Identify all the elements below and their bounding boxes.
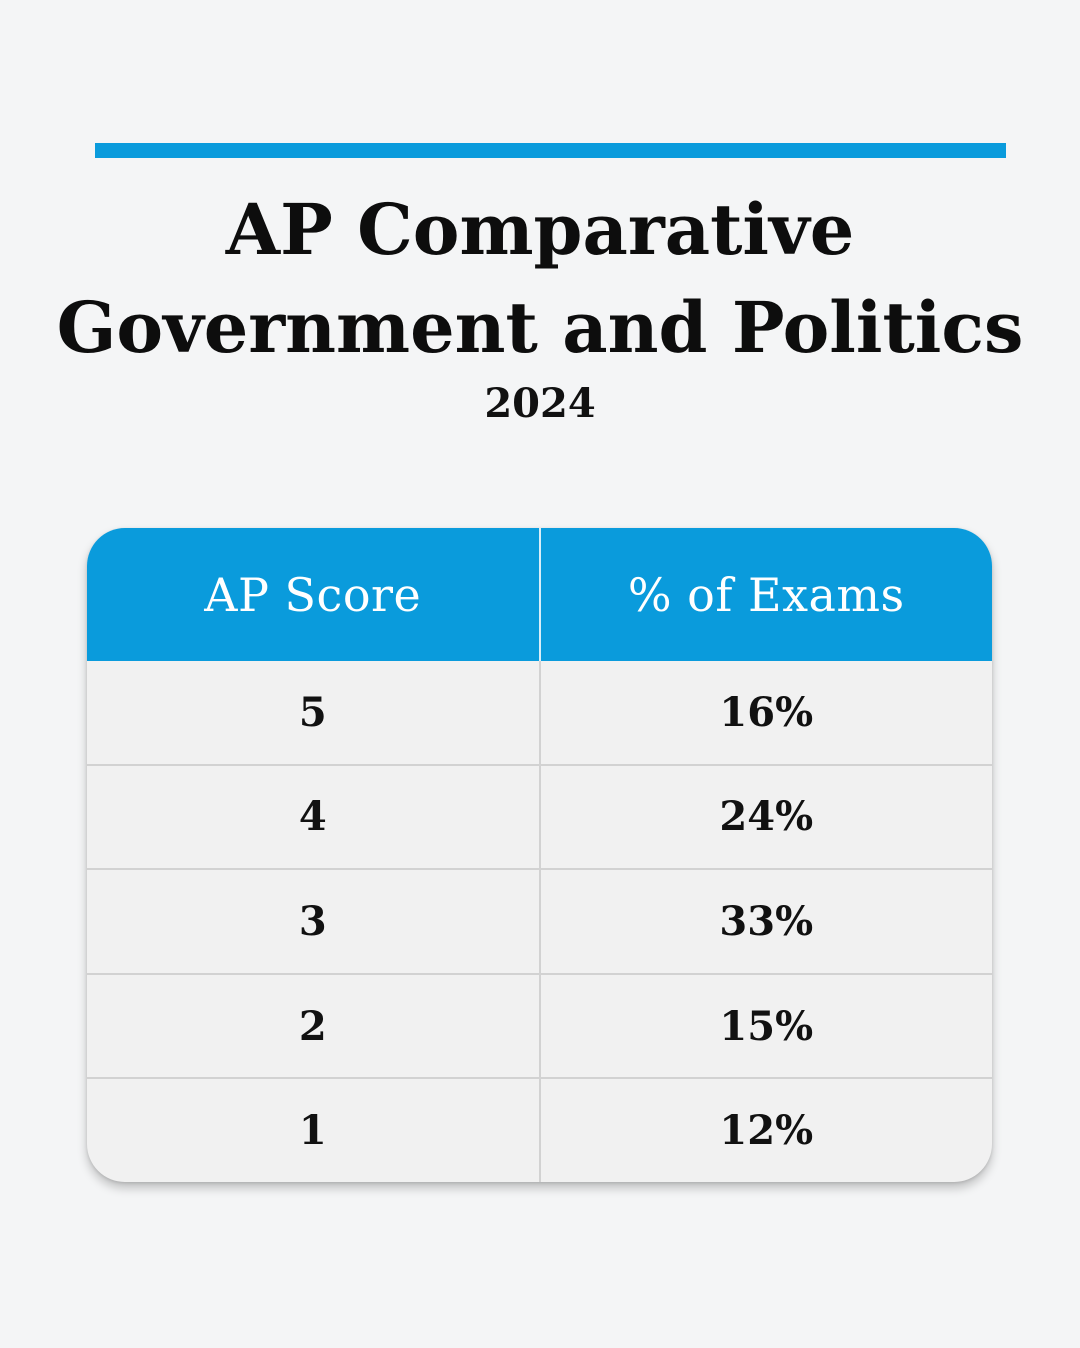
score-cell: 1	[87, 1079, 541, 1182]
score-cell: 5	[87, 661, 541, 764]
score-cell: 4	[87, 766, 541, 869]
percent-cell: 12%	[719, 1107, 814, 1155]
percent-cell: 15%	[719, 1002, 814, 1050]
percent-cell: 16%	[719, 688, 814, 736]
table-row	[87, 661, 992, 764]
table-row	[87, 868, 992, 973]
table-body	[87, 661, 992, 1182]
table-row	[87, 1077, 992, 1182]
column-header-percent-of-exams: % of Exams	[627, 567, 905, 622]
chart-title-line-1: AP Comparative	[225, 188, 855, 271]
percent-cell: 33%	[719, 897, 814, 945]
score-cell: 3	[87, 870, 541, 973]
table-header-row	[87, 528, 992, 661]
percent-cell: 24%	[719, 793, 814, 841]
table-row	[87, 764, 992, 869]
top-accent-rule	[95, 143, 1006, 158]
chart-subtitle-year: 2024	[484, 380, 596, 427]
column-header-ap-score: AP Score	[87, 528, 541, 661]
score-distribution-table	[87, 528, 992, 1182]
score-cell: 2	[87, 975, 541, 1078]
chart-title-line-2: Government and Politics	[56, 286, 1024, 369]
table-row	[87, 973, 992, 1078]
